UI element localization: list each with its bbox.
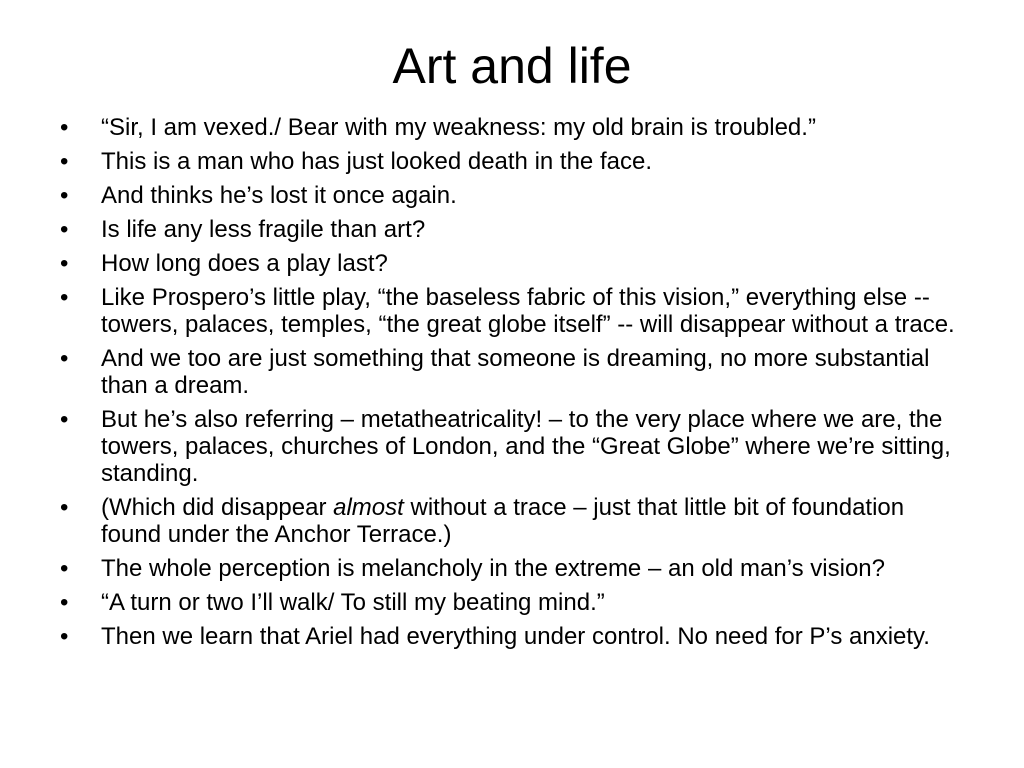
bullet-item <box>60 555 965 582</box>
bullet-text: “Sir, I am vexed./ Bear with my weakness: my old brain is troubled.” <box>101 114 816 141</box>
bullet-text-emphasis: almost <box>333 494 404 521</box>
bullet-item <box>60 494 965 548</box>
bullet-marker: • <box>60 250 69 277</box>
bullet-marker: • <box>60 494 69 521</box>
bullet-item <box>60 148 965 175</box>
bullet-text: And we too are just something that someone is dreaming, no more substantial than a dream. <box>101 345 930 399</box>
bullet-marker: • <box>60 284 69 311</box>
bullet-text-after: without a trace – just that little bit of foundation found under the Anchor Terrace.) <box>101 494 905 548</box>
bullet-marker: • <box>60 406 69 433</box>
bullet-text <box>101 494 904 548</box>
bullet-marker: • <box>60 182 69 209</box>
bullet-text: Is life any less fragile than art? <box>101 216 426 243</box>
bullet-text: “A turn or two I’ll walk/ To still my beating mind.” <box>101 589 605 616</box>
bullet-item <box>60 345 965 399</box>
bullet-item <box>60 623 965 650</box>
bullet-marker: • <box>60 623 69 650</box>
bullet-text: This is a man who has just looked death in the face. <box>101 148 652 175</box>
bullet-text: Like Prospero’s little play, “the baseless fabric of this vision,” everything else -- towers, palaces, temples, “the great globe itself” -- will disappear without a trace. <box>101 284 955 338</box>
bullet-text: How long does a play last? <box>101 250 388 277</box>
bullet-item <box>60 182 965 209</box>
slide-title: Art and life <box>392 38 632 94</box>
bullet-item <box>60 250 965 277</box>
bullet-text: The whole perception is melancholy in the extreme – an old man’s vision? <box>101 555 885 582</box>
bullet-list <box>60 114 965 657</box>
bullet-marker: • <box>60 148 69 175</box>
bullet-item <box>60 589 965 616</box>
bullet-marker: • <box>60 114 69 141</box>
bullet-item <box>60 114 965 141</box>
bullet-marker: • <box>60 345 69 372</box>
bullet-item <box>60 216 965 243</box>
bullet-text: Then we learn that Ariel had everything under control. No need for P’s anxiety. <box>101 623 930 650</box>
bullet-item <box>60 406 965 487</box>
bullet-marker: • <box>60 216 69 243</box>
bullet-marker: • <box>60 589 69 616</box>
bullet-text-before: (Which did disappear <box>101 494 334 521</box>
bullet-marker: • <box>60 555 69 582</box>
bullet-text: And thinks he’s lost it once again. <box>101 182 457 209</box>
bullet-item <box>60 284 965 338</box>
bullet-text: But he’s also referring – metatheatricality! – to the very place where we are, the towers, palaces, churches of London, and the “Great Globe” where we’re sitting, standing. <box>101 406 951 487</box>
